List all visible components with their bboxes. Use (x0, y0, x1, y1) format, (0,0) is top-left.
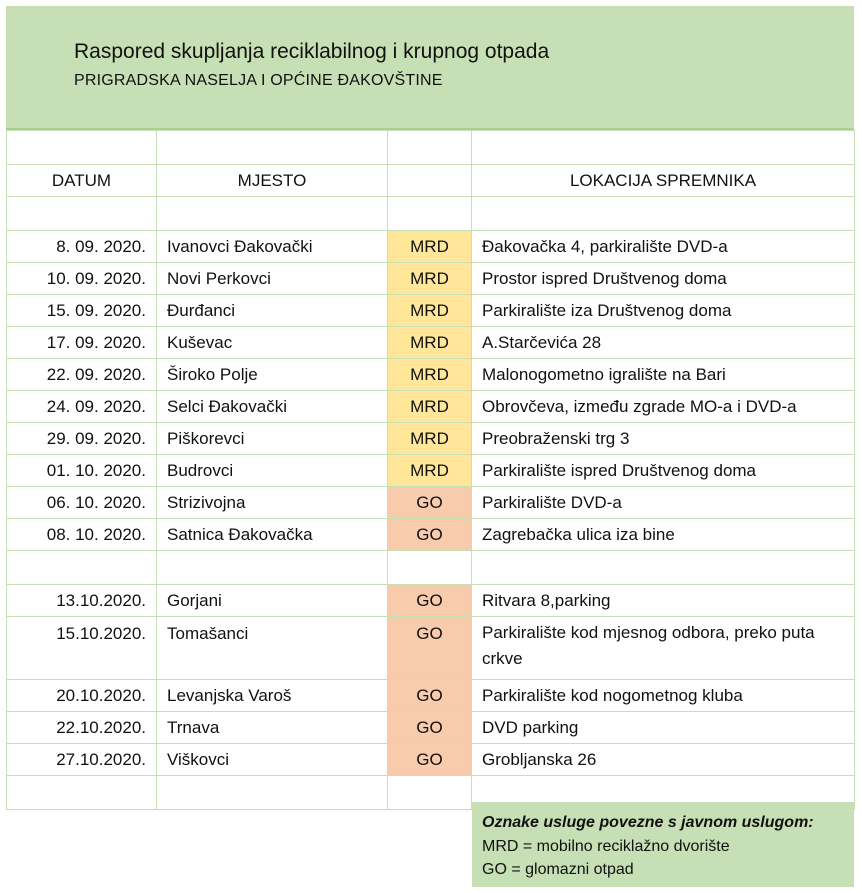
row-location: Đakovačka 4, parkiralište DVD-a (472, 231, 855, 263)
row-service-code: GO (388, 519, 472, 551)
row-location: Parkiralište iza Društvenog doma (472, 295, 855, 327)
row-service-code: GO (388, 585, 472, 617)
row-service-code: GO (388, 487, 472, 519)
row-location: Parkiralište ispred Društvenog doma (472, 455, 855, 487)
row-date: 15. 09. 2020. (7, 295, 157, 327)
row-date: 27.10.2020. (7, 744, 157, 776)
table-row (7, 327, 855, 359)
row-place: Tomašanci (157, 617, 388, 680)
row-service-code: GO (388, 744, 472, 776)
row-place: Satnica Đakovačka (157, 519, 388, 551)
row-place: Piškorevci (157, 423, 388, 455)
row-place: Trnava (157, 712, 388, 744)
row-service-code: MRD (388, 231, 472, 263)
row-location: Grobljanska 26 (472, 744, 855, 776)
header-place: MJESTO (157, 165, 388, 197)
row-place: Viškovci (157, 744, 388, 776)
table-row (7, 391, 855, 423)
row-place: Novi Perkovci (157, 263, 388, 295)
legend-mrd: MRD = mobilno reciklažno dvorište (482, 838, 730, 855)
table-row (7, 487, 855, 519)
row-date: 29. 09. 2020. (7, 423, 157, 455)
page-subtitle: PRIGRADSKA NASELJA I OPĆINE ĐAKOVŠTINE (74, 72, 443, 89)
row-service-code: MRD (388, 359, 472, 391)
row-service-code: MRD (388, 327, 472, 359)
row-place: Gorjani (157, 585, 388, 617)
row-service-code: MRD (388, 263, 472, 295)
row-location: Ritvara 8,parking (472, 585, 855, 617)
row-location: Obrovčeva, između zgrade MO-a i DVD-a (472, 391, 855, 423)
row-service-code: GO (388, 680, 472, 712)
row-service-code: MRD (388, 455, 472, 487)
row-date: 20.10.2020. (7, 680, 157, 712)
spacer-row (7, 197, 855, 231)
spacer-row (7, 551, 855, 585)
table-row (7, 680, 855, 712)
table-row (7, 712, 855, 744)
row-location: Parkiralište kod nogometnog kluba (472, 680, 855, 712)
row-date: 8. 09. 2020. (7, 231, 157, 263)
row-service-code: MRD (388, 423, 472, 455)
table-row (7, 617, 855, 680)
legend-go: GO = glomazni otpad (482, 861, 634, 878)
row-location: Zagrebačka ulica iza bine (472, 519, 855, 551)
row-date: 13.10.2020. (7, 585, 157, 617)
row-service-code: GO (388, 617, 472, 680)
row-location: Malonogometno igralište na Bari (472, 359, 855, 391)
schedule-table (6, 130, 855, 810)
table-row (7, 231, 855, 263)
row-place: Ivanovci Đakovački (157, 231, 388, 263)
legend-title: Oznake usluge povezne s javnom uslugom: (482, 814, 814, 831)
table-row (7, 519, 855, 551)
row-place: Strizivojna (157, 487, 388, 519)
row-date: 01. 10. 2020. (7, 455, 157, 487)
row-service-code: GO (388, 712, 472, 744)
table-row (7, 585, 855, 617)
row-place: Budrovci (157, 455, 388, 487)
row-date: 22.10.2020. (7, 712, 157, 744)
row-date: 24. 09. 2020. (7, 391, 157, 423)
spacer-row (7, 131, 855, 165)
row-location: Prostor ispred Društvenog doma (472, 263, 855, 295)
header-date: DATUM (7, 165, 157, 197)
table-row (7, 744, 855, 776)
row-place: Široko Polje (157, 359, 388, 391)
header-code (388, 165, 472, 197)
row-date: 22. 09. 2020. (7, 359, 157, 391)
table-header-row (7, 165, 855, 197)
row-place: Levanjska Varoš (157, 680, 388, 712)
page-title: Raspored skupljanja reciklabilnog i krupnog otpada (74, 40, 550, 63)
table-row (7, 359, 855, 391)
table-row (7, 295, 855, 327)
row-date: 10. 09. 2020. (7, 263, 157, 295)
row-date: 06. 10. 2020. (7, 487, 157, 519)
row-location: Preobraženski trg 3 (472, 423, 855, 455)
row-place: Kuševac (157, 327, 388, 359)
row-date: 15.10.2020. (7, 617, 157, 680)
legend-box (472, 802, 854, 887)
row-service-code: MRD (388, 295, 472, 327)
row-date: 17. 09. 2020. (7, 327, 157, 359)
row-location: Parkiralište kod mjesnog odbora, preko puta crkve (472, 617, 855, 680)
row-location: Parkiralište DVD-a (472, 487, 855, 519)
table-row (7, 263, 855, 295)
row-location: A.Starčevića 28 (472, 327, 855, 359)
row-location: DVD parking (472, 712, 855, 744)
row-service-code: MRD (388, 391, 472, 423)
table-row (7, 423, 855, 455)
row-place: Selci Đakovački (157, 391, 388, 423)
row-date: 08. 10. 2020. (7, 519, 157, 551)
table-row (7, 455, 855, 487)
header-banner (6, 6, 854, 130)
header-location: LOKACIJA SPREMNIKA (472, 165, 855, 197)
row-place: Đurđanci (157, 295, 388, 327)
